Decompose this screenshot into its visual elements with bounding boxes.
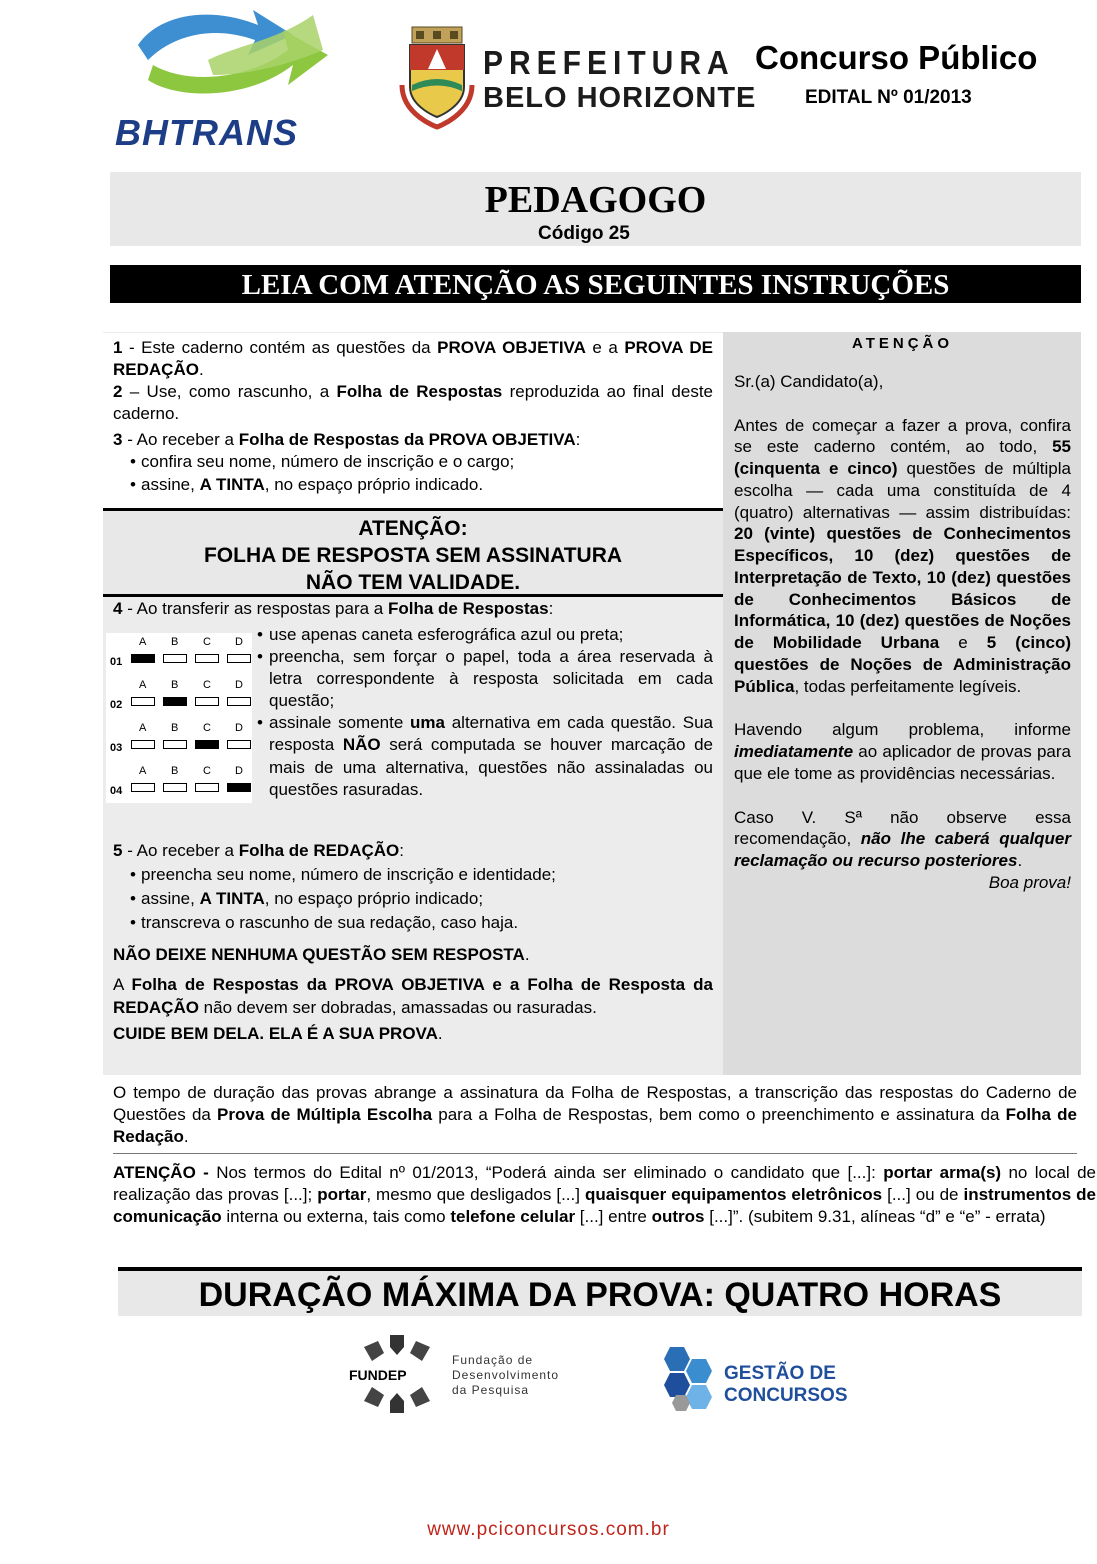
answer-sheet-example (106, 633, 252, 803)
take-care-note: CUIDE BEM DELA. ELA É A SUA PROVA. (113, 1023, 443, 1043)
answer-bubble (131, 740, 155, 749)
answer-sheet-letter: C (203, 636, 211, 648)
answer-bubble-filled (163, 697, 187, 706)
bhtrans-logo-text: BHTRANS (115, 112, 298, 153)
answer-sheet-row-label: 03 (110, 742, 123, 754)
cargo-title: PEDAGOGO (484, 179, 707, 221)
attention-sidebar-title: ATENÇÃO (851, 335, 954, 352)
answer-sheet-letter: D (235, 722, 243, 734)
answer-sheet-letter: B (171, 636, 179, 648)
title-band (110, 172, 1081, 246)
belo-horizonte-coat-of-arms-icon (398, 25, 476, 130)
fundep-name: FUNDEP (349, 1367, 407, 1383)
instruction-5-bullet-3: • transcreva o rascunho de sua redação, caso haja. (113, 912, 713, 934)
prefeitura-subtitle: BELO HORIZONTE (483, 82, 757, 114)
attention-greeting: Sr.(a) Candidato(a), (734, 371, 884, 391)
answer-bubble-filled (131, 654, 155, 663)
attention-paragraph-2: Havendo algum problema, informe imediatamente ao aplicador de provas para que ele tome as providências necessárias. (734, 720, 1071, 783)
instruction-5-bullet-2: • assine, A TINTA, no espaço próprio indicado; (113, 888, 713, 910)
instruction-4: 4 - Ao transferir as respostas para a Folha de Respostas: (113, 599, 554, 618)
instruction-5: 5 - Ao receber a Folha de REDAÇÃO: (113, 841, 404, 860)
instructions-1-3 (103, 333, 723, 508)
signature-warning-line-1: ATENÇÃO: (358, 517, 468, 540)
answer-bubble (131, 697, 155, 706)
instruction-2: 2 – Use, como rascunho, a Folha de Respostas reproduzida ao final deste caderno. (113, 382, 713, 424)
edital-number: EDITAL Nº 01/2013 (805, 87, 972, 108)
edital-warning: ATENÇÃO - Nos termos do Edital nº 01/2013, “Poderá ainda ser eliminado o candidato que [...]: portar arma(s) no local de realização das provas [...]; portar, mesmo que desligados [...] quaisquer equipamentos eletrônicos [...] ou de instrumentos de comunicação interna ou externa, tais como telefone celular [...] entre outros [...]”. (subitem 9.31, alíneas “d” e “e” - errata) (113, 1163, 1097, 1227)
answer-sheet-row (106, 764, 252, 804)
instruction-4-bullet-1: • use apenas caneta esferográfica azul ou preta; (255, 624, 713, 646)
answer-bubble (163, 783, 187, 792)
answer-sheet-care-note: A Folha de Respostas da PROVA OBJETIVA e a Folha de Resposta da REDAÇÃO não devem ser dobradas, amassadas ou rasuradas. (113, 975, 714, 1017)
answer-sheet-letter: A (139, 722, 147, 734)
answer-bubble (163, 740, 187, 749)
answer-sheet-letter: B (171, 765, 179, 777)
instruction-3-bullet-2: • assine, A TINTA, no espaço próprio indicado. (113, 474, 713, 496)
boa-prova: Boa prova! (988, 872, 1071, 892)
gestao-concursos-logo-icon (662, 1343, 720, 1415)
answer-bubble (195, 783, 219, 792)
attention-sidebar (723, 332, 1081, 1075)
answer-bubble (227, 697, 251, 706)
prefeitura-title: PREFEITURA (483, 45, 735, 82)
answer-bubble (195, 697, 219, 706)
signature-warning-line-3: NÃO TEM VALIDADE. (305, 571, 521, 594)
answer-sheet-row-label: 01 (110, 656, 123, 668)
answer-sheet-letter: A (139, 636, 147, 648)
answer-sheet-letter: C (203, 765, 211, 777)
instructions-5-end (103, 840, 723, 1053)
answer-sheet-letter: A (139, 765, 147, 777)
instruction-3: 3 - Ao receber a Folha de Respostas da PROVA OBJETIVA: (113, 430, 581, 450)
answer-sheet-row (106, 635, 252, 675)
answer-sheet-letter: D (235, 765, 243, 777)
signature-warning-box (103, 508, 723, 597)
answer-sheet-letter: B (171, 722, 179, 734)
answer-bubble (195, 654, 219, 663)
answer-bubble (227, 654, 251, 663)
divider (113, 1153, 1077, 1154)
answer-sheet-letter: C (203, 722, 211, 734)
instruction-3-bullet-1: • confira seu nome, número de inscrição e o cargo; (113, 451, 713, 473)
answer-bubble (163, 654, 187, 663)
answer-sheet-letter: A (139, 679, 147, 691)
answer-bubble (227, 740, 251, 749)
duration-note: O tempo de duração das provas abrange a assinatura da Folha de Respostas, a transcrição das respostas do Caderno de Questões da Prova de Múltipla Escolha para a Folha de Respostas, bem como o preenchimento e assinatura da Folha de Redação. (113, 1083, 1077, 1147)
answer-sheet-letter: C (203, 679, 211, 691)
instruction-5-bullet-1: • preencha seu nome, número de inscrição e identidade; (113, 864, 713, 886)
attention-paragraph-3: Caso V. Sª não observe essa recomendação, não lhe caberá qualquer reclamação ou recurso posteriores. (734, 807, 1072, 871)
answer-sheet-letter: D (235, 636, 243, 648)
answer-sheet-row (106, 721, 252, 761)
attention-paragraph-1: Antes de começar a fazer a prova, confira se este caderno contém, ao todo, 55 (cinquenta e cinco) questões de múltipla escolha — cada uma constituída de 4 (quatro) alternativas — assim distribuídas: 20 (vinte) questões de Conhecimentos Específicos, 10 (dez) questões de Interpretação de Texto, 10 (dez) questões de Conhecimentos Básicos de Informática, 10 (dez) questões de Noções de Mobilidade Urbana e 5 (cinco) questões de Noções de Administração Pública, todas perfeitamente legíveis. (734, 415, 1072, 696)
answer-sheet-row-label: 02 (110, 699, 123, 711)
instruction-4-bullet-2: • preencha, sem forçar o papel, toda a área reservada à letra correspondente à resposta solicitada em cada questão; (255, 646, 713, 712)
concurso-title: Concurso Público (755, 39, 1038, 76)
fundep-description: Fundação de Desenvolvimento da Pesquisa (452, 1353, 560, 1397)
gestao-concursos-line-2: CONCURSOS (724, 1385, 848, 1406)
instruction-4-bullets (255, 624, 713, 801)
instructions-heading: LEIA COM ATENÇÃO AS SEGUINTES INSTRUÇÕES (110, 265, 1081, 303)
bhtrans-arrows-logo (118, 5, 333, 115)
answer-sheet-letter: B (171, 679, 179, 691)
instruction-1: 1 - Este caderno contém as questões da PROVA OBJETIVA e a PROVA DE REDAÇÃO. (113, 338, 713, 380)
answer-bubble-filled (227, 783, 251, 792)
gestao-concursos-line-1: GESTÃO DE (724, 1363, 836, 1384)
cargo-code: Código 25 (538, 223, 630, 244)
site-url[interactable]: www.pciconcursos.com.br (427, 1519, 670, 1540)
answer-sheet-row-label: 04 (110, 785, 123, 797)
answer-sheet-letter: D (235, 679, 243, 691)
answer-bubble-filled (195, 740, 219, 749)
answer-bubble (131, 783, 155, 792)
signature-warning-line-2: FOLHA DE RESPOSTA SEM ASSINATURA (203, 544, 623, 567)
answer-sheet-row (106, 678, 252, 718)
no-blank-answer-note: NÃO DEIXE NENHUMA QUESTÃO SEM RESPOSTA. (113, 945, 530, 965)
instruction-4-bullet-3: • assinale somente uma alternativa em cada questão. Sua resposta NÃO será computada se houver marcação de mais de uma alternativa, questões não assinaladas ou questões rasuradas. (255, 712, 713, 800)
max-duration-banner: DURAÇÃO MÁXIMA DA PROVA: QUATRO HORAS (118, 1267, 1082, 1316)
